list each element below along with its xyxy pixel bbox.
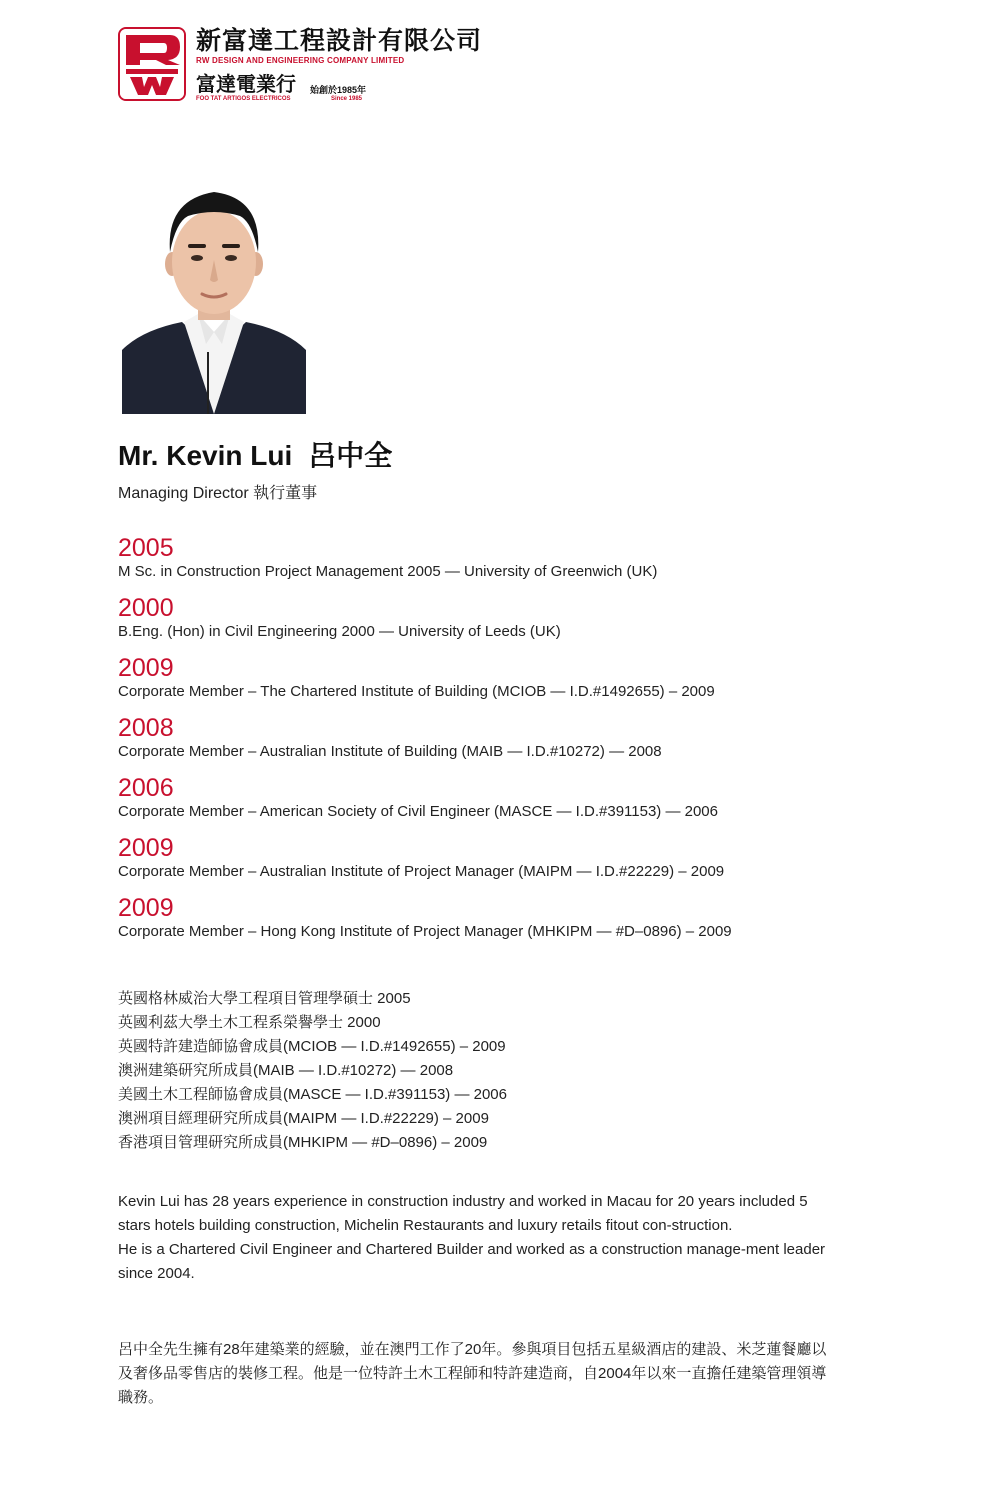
biography-en-paragraph: Kevin Lui has 28 years experience in construction industry and worked in Macau for 20 years included 5 stars hotels building construction, Michelin Restaurants and luxury retails fitout con-struction.: [118, 1193, 808, 1234]
sub-brand-en: FOO TAT ARTIGOS ELECTRICOS: [196, 96, 291, 102]
timeline-description: Corporate Member – The Chartered Institute of Building (MCIOB — I.D.#1492655) – 2009: [118, 683, 715, 700]
biography-en-paragraph: He is a Chartered Civil Engineer and Chartered Builder and worked as a construction manage-ment leader since 2004.: [118, 1241, 826, 1282]
biography-en: [118, 1190, 828, 1286]
timeline-year: 2005: [118, 534, 174, 562]
sub-brand-zh: 富達電業行: [196, 72, 296, 96]
person-name: [118, 434, 392, 474]
credential-item-zh: 澳洲項目經理研究所成員(MAIPM — I.D.#22229) – 2009: [118, 1110, 489, 1127]
timeline-year: 2009: [118, 654, 174, 682]
person-name-zh: 呂中全: [308, 440, 393, 471]
timeline-year: 2009: [118, 894, 174, 922]
company-name-zh: 新富達工程設計有限公司: [196, 26, 483, 55]
timeline-year: 2009: [118, 834, 174, 862]
timeline-year: 2000: [118, 594, 174, 622]
timeline-item: [118, 774, 878, 834]
timeline-item: [118, 654, 878, 714]
timeline-description: Corporate Member – American Society of Civil Engineer (MASCE — I.D.#391153) — 2006: [118, 803, 718, 820]
timeline-item: [118, 834, 878, 894]
credential-item-zh: 英國特許建造師協會成員(MCIOB — I.D.#1492655) – 2009: [118, 1038, 506, 1055]
timeline-item: [118, 894, 878, 954]
timeline-description: Corporate Member – Australian Institute of Project Manager (MAIPM — I.D.#22229) – 2009: [118, 863, 725, 880]
timeline-year: 2008: [118, 714, 174, 742]
profile-photo: [122, 182, 306, 414]
credential-item-zh: 香港項目管理研究所成員(MHKIPM — #D–0896) – 2009: [118, 1134, 488, 1151]
timeline-description: M Sc. in Construction Project Management 2005 — University of Greenwich (UK): [118, 563, 658, 580]
timeline-item: [118, 714, 878, 774]
timeline-item: [118, 594, 878, 654]
credential-item-zh: 美國土木工程師協會成員(MASCE — I.D.#391153) — 2006: [118, 1086, 507, 1103]
since-label-en: Since 1985: [331, 96, 363, 102]
credential-item-zh: 英國格林威治大學工程項目管理學碩士 2005: [118, 990, 411, 1007]
timeline-year: 2006: [118, 774, 174, 802]
company-name-en: RW DESIGN AND ENGINEERING COMPANY LIMITED: [196, 56, 405, 65]
rw-logo-mark-icon: [118, 27, 186, 101]
timeline-description: B.Eng. (Hon) in Civil Engineering 2000 — University of Leeds (UK): [118, 623, 561, 640]
biography-zh: 呂中全先生擁有28年建築業的經驗，並在澳門工作了20年。參與項目包括五星級酒店的建設、米芝蓮餐廳以及奢侈品零售店的裝修工程。他是一位特許土木工程師和特許建造商，自2004年以來一直擔任建築管理領導職務。: [118, 1341, 827, 1406]
company-logo: [118, 27, 518, 107]
credential-item-zh: 英國利茲大學土木工程系榮譽學士 2000: [118, 1014, 381, 1031]
credential-item-zh: 澳洲建築研究所成員(MAIB — I.D.#10272) — 2008: [118, 1062, 454, 1079]
timeline-item: [118, 534, 878, 594]
since-label-zh: 始創於1985年: [310, 85, 367, 95]
person-title: Managing Director 執行董事: [118, 485, 318, 502]
person-name-en: Mr. Kevin Lui: [118, 440, 293, 471]
timeline-description: Corporate Member – Australian Institute of Building (MAIB — I.D.#10272) — 2008: [118, 743, 662, 760]
qualification-timeline: [118, 534, 878, 954]
timeline-description: Corporate Member – Hong Kong Institute of Project Manager (MHKIPM — #D–0896) – 2009: [118, 923, 732, 940]
credentials-list-zh: [118, 987, 878, 1155]
